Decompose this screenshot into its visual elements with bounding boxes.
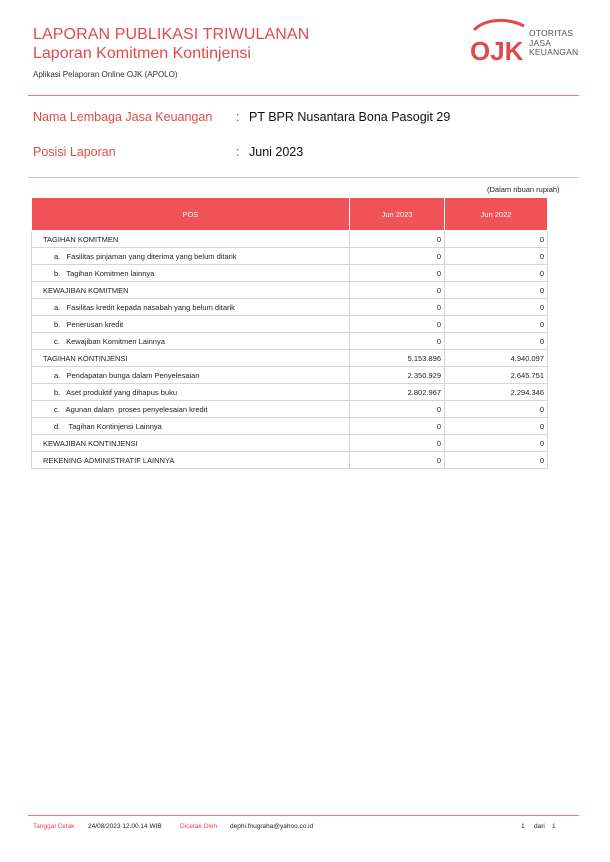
row-value-jun2022: 0 bbox=[445, 401, 548, 418]
table-row bbox=[32, 350, 548, 367]
row-value-jun2023: 0 bbox=[350, 231, 445, 248]
row-value-jun2022: 2.294.346 bbox=[445, 384, 548, 401]
row-value-jun2023: 0 bbox=[350, 265, 445, 282]
logo-line-2: JASA bbox=[529, 37, 552, 48]
row-value-jun2022: 2.645.751 bbox=[445, 367, 548, 384]
table-row bbox=[32, 248, 548, 265]
row-label: a. Fasilitas kredit kepada nasabah yang belum ditarik bbox=[32, 299, 350, 316]
page-total: 1 bbox=[552, 823, 556, 830]
row-value-jun2022: 4.940.097 bbox=[445, 350, 548, 367]
row-value-jun2022: 0 bbox=[445, 418, 548, 435]
table-row bbox=[32, 265, 548, 282]
row-label: c. Kewajiban Komitmen Lainnya bbox=[32, 333, 350, 350]
column-header-jun2022: Jun 2022 bbox=[445, 198, 548, 231]
report-subtitle: Laporan Komitmen Kontinjensi bbox=[33, 45, 251, 62]
row-value-jun2022: 0 bbox=[445, 435, 548, 452]
row-label: KEWAJIBAN KONTINJENSI bbox=[32, 435, 350, 452]
column-header-pos: POS bbox=[32, 198, 350, 231]
row-value-jun2022: 0 bbox=[445, 333, 548, 350]
logo-line-3: KEUANGAN bbox=[529, 47, 579, 57]
page-current: 1 bbox=[521, 823, 525, 830]
app-name: Aplikasi Pelaporan Online OJK (APOLO) bbox=[33, 70, 178, 79]
row-label: a. Pendapatan bunga dalam Penyelesaian bbox=[32, 367, 350, 384]
row-label: REKENING ADMINISTRATIF LAINNYA bbox=[32, 452, 350, 469]
row-value-jun2022: 0 bbox=[445, 299, 548, 316]
row-label: KEWAJIBAN KOMITMEN bbox=[32, 282, 350, 299]
column-header-jun2023: Jun 2023 bbox=[350, 198, 445, 231]
row-value-jun2023: 0 bbox=[350, 282, 445, 299]
row-value-jun2023: 0 bbox=[350, 418, 445, 435]
period-value: Juni 2023 bbox=[249, 145, 304, 159]
row-value-jun2023: 0 bbox=[350, 299, 445, 316]
print-date-value: 24/08/2023 12.00.14 WIB bbox=[88, 823, 162, 830]
row-label: TAGIHAN KONTINJENSI bbox=[32, 350, 350, 367]
institution-value: PT BPR Nusantara Bona Pasogit 29 bbox=[249, 110, 451, 124]
row-value-jun2022: 0 bbox=[445, 452, 548, 469]
table-row bbox=[32, 231, 548, 248]
table-row bbox=[32, 384, 548, 401]
row-value-jun2022: 0 bbox=[445, 282, 548, 299]
row-value-jun2023: 5.153.896 bbox=[350, 350, 445, 367]
info-divider bbox=[28, 177, 579, 178]
report-table bbox=[31, 197, 548, 469]
row-label: b. Penerusan kredit bbox=[32, 316, 350, 333]
logo-line-1: OTORITAS bbox=[529, 28, 574, 38]
logo-wordmark bbox=[529, 29, 578, 58]
table-row bbox=[32, 435, 548, 452]
footer-divider bbox=[28, 815, 579, 816]
row-value-jun2023: 0 bbox=[350, 452, 445, 469]
page-of: dari bbox=[534, 823, 545, 830]
row-value-jun2023: 0 bbox=[350, 248, 445, 265]
period-colon: : bbox=[236, 145, 240, 159]
row-value-jun2023: 2.802.967 bbox=[350, 384, 445, 401]
ojk-logo-mark-icon bbox=[468, 18, 528, 66]
row-value-jun2023: 0 bbox=[350, 435, 445, 452]
report-title: LAPORAN PUBLIKASI TRIWULANAN bbox=[33, 26, 310, 43]
table-header-row bbox=[32, 198, 548, 231]
print-date-label: Tanggal Cetak bbox=[33, 823, 75, 830]
institution-colon: : bbox=[236, 110, 240, 124]
row-value-jun2022: 0 bbox=[445, 316, 548, 333]
table-row bbox=[32, 367, 548, 384]
printed-by-value: dephi.fnugraha@yahoo.co.id bbox=[230, 823, 314, 830]
institution-label: Nama Lembaga Jasa Keuangan bbox=[33, 110, 213, 124]
row-label: b. Aset produktif yang dihapus buku bbox=[32, 384, 350, 401]
row-label: a. Fasilitas pinjaman yang diterima yang belum ditarik bbox=[32, 248, 350, 265]
row-value-jun2022: 0 bbox=[445, 231, 548, 248]
row-label: b. Tagihan Komitmen lainnya bbox=[32, 265, 350, 282]
row-label: TAGIHAN KOMITMEN bbox=[32, 231, 350, 248]
row-value-jun2022: 0 bbox=[445, 265, 548, 282]
row-label: c. Agunan dalam proses penyelesaian kredit bbox=[32, 401, 350, 418]
table-row bbox=[32, 401, 548, 418]
row-value-jun2023: 0 bbox=[350, 401, 445, 418]
table-body bbox=[32, 231, 548, 469]
row-value-jun2023: 2.350.929 bbox=[350, 367, 445, 384]
table-row bbox=[32, 452, 548, 469]
unit-note: (Dalam ribuan rupiah) bbox=[487, 185, 560, 194]
header-divider bbox=[28, 95, 579, 96]
row-value-jun2023: 0 bbox=[350, 316, 445, 333]
period-label: Posisi Laporan bbox=[33, 145, 116, 159]
table-row bbox=[32, 282, 548, 299]
table-row bbox=[32, 333, 548, 350]
printed-by-label: Dicetak Oleh bbox=[180, 823, 218, 830]
row-value-jun2022: 0 bbox=[445, 248, 548, 265]
row-value-jun2023: 0 bbox=[350, 333, 445, 350]
row-label: d. Tagihan Kontinjensi Lainnya bbox=[32, 418, 350, 435]
table-row bbox=[32, 418, 548, 435]
table-row bbox=[32, 316, 548, 333]
table-row bbox=[32, 299, 548, 316]
logo-mark-text: OJK bbox=[470, 36, 524, 66]
